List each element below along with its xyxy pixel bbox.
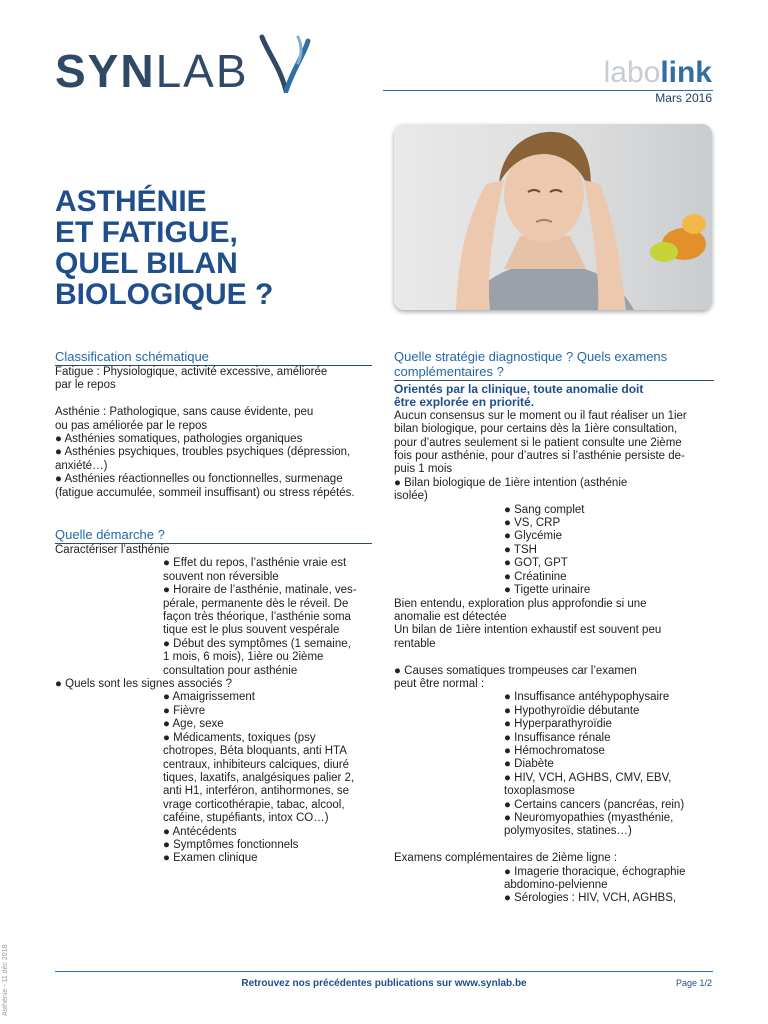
list-item: vrage corticothérapie, tabac, alcool, [163, 798, 345, 811]
list-item: anti H1, interféron, antihormones, se [163, 785, 350, 798]
list-item: tiques, laxatifs, analgésiques palier 2, [163, 771, 355, 784]
text-line: Un bilan de 1ière intention exhaustif est souvent peu [394, 624, 662, 637]
causes-list [394, 691, 714, 838]
list-item: ● Symptômes fonctionnels [163, 838, 299, 851]
synlab-logo [55, 45, 249, 97]
text-line: (fatigue accumulée, sommeil insuffisant) ou stress répétés. [55, 486, 355, 499]
list-item: ● Glycémie [504, 530, 563, 543]
list-item: ● Sang complet [504, 503, 585, 516]
section-heading: Classification schématique [55, 349, 372, 366]
list-item: ● Asthénies réactionnelles ou fonctionnelles, surmenage [55, 473, 343, 486]
list-item: ● Début des symptômes (1 semaine, [163, 637, 351, 650]
list-item: ● Sérologies : HIV, VCH, AGHBS, [504, 892, 677, 905]
list-item: abdomino-pelvienne [504, 879, 608, 891]
list-item: ● Insuffisance rénale [504, 731, 611, 744]
list-item: ● Certains cancers (pancréas, rein) [504, 798, 685, 811]
text-line: Aucun consensus sur le moment ou il faut réaliser un 1ier [394, 409, 687, 422]
list-item: ● GOT, GPT [504, 557, 568, 570]
section-body [55, 544, 372, 866]
title-line: ASTHÉNIE [55, 185, 207, 218]
section-body [394, 383, 714, 906]
synlab-logo-mark-icon [258, 33, 314, 93]
text-line: Examens complémentaires de 2ième ligne : [394, 852, 618, 865]
list-item: ● Bilan biologique de 1ière intention (asthénie [394, 476, 628, 489]
list-item: ● Asthénies psychiques, troubles psychiques (dépression, [55, 446, 351, 459]
side-note: Asthénie - 11 déc 2018 [2, 944, 9, 1016]
list-item: ● Tigette urinaire [504, 584, 591, 597]
sublist [55, 557, 372, 678]
section-demarche [55, 527, 372, 866]
heading-line: complémentaires ? [394, 364, 504, 379]
list-item: ● Hémochromatose [504, 744, 605, 757]
logo-syn-text: SYN [55, 45, 156, 97]
list-item: ● Asthénies somatiques, pathologies organiques [55, 433, 303, 446]
section-heading [394, 349, 714, 381]
second-line-list [394, 866, 714, 906]
list-item: ● Neuromyopathies (myasthénie, [504, 811, 674, 824]
article-title [55, 186, 273, 310]
emphasis-line: Orientés par la clinique, toute anomalie doit [394, 382, 644, 396]
brand-link: link [660, 56, 712, 89]
title-line: ET FATIGUE, [55, 216, 238, 249]
text-line: puis 1 mois [394, 463, 453, 476]
text-line: isolée) [394, 490, 428, 503]
list-item: ● Quels sont les signes associés ? [55, 678, 232, 691]
spacer [394, 651, 714, 664]
list-item: ● Examen clinique [163, 852, 258, 865]
text-line: Fatigue : Physiologique, activité excessive, améliorée [55, 366, 328, 378]
test-list [394, 504, 714, 598]
list-item: ● TSH [504, 543, 537, 556]
list-item: polymyosites, statines…) [504, 825, 632, 838]
list-item: ● Amaigrissement [163, 691, 255, 704]
text-line: anxiété…) [55, 459, 108, 472]
list-item: ● HIV, VCH, AGHBS, CMV, EBV, [504, 771, 672, 784]
section-body [55, 366, 372, 500]
text-line: Caractériser l’asthénie [55, 544, 170, 556]
list-item: caféine, stupéfiants, intox CO…) [163, 812, 329, 825]
footer-rule [55, 971, 713, 972]
text-line: Bien entendu, exploration plus approfondie si une [394, 597, 647, 610]
list-item: ● Antécédents [163, 825, 237, 838]
section-strategie [394, 349, 714, 906]
text-line: peut être normal : [394, 677, 485, 690]
text-line: ou pas améliorée par le repos [55, 419, 208, 432]
text-line: pour d’autres seulement si le patient consulte une 2ième [394, 436, 682, 449]
list-item: chotropes, Béta bloquants, anti HTA [163, 745, 347, 758]
list-item: ● Insuffisance antéhypophysaire [504, 691, 670, 704]
heading-line: Quelle stratégie diagnostique ? Quels examens [394, 349, 668, 364]
list-item: ● Effet du repos, l’asthénie vraie est [163, 557, 347, 570]
text-line: par le repos [55, 379, 116, 392]
text-line: fois pour asthénie, pour d’autres si l’asthénie persiste de- [394, 450, 685, 463]
text-line: bilan biologique, pour certains dès la 1ière consultation, [394, 423, 678, 436]
list-item: ● Hypothyroïdie débutante [504, 704, 640, 717]
text-line: anomalie est détectée [394, 610, 507, 623]
section-classification [55, 349, 372, 500]
list-item: toxoplasmose [504, 785, 575, 798]
list-item: ● VS, CRP [504, 517, 561, 530]
list-item: 1 mois, 6 mois), 1ière ou 2ième [163, 651, 324, 664]
list-item: ● Fièvre [163, 704, 206, 717]
list-item: ● Diabète [504, 758, 554, 771]
spacer [394, 839, 714, 852]
list-item: ● Médicaments, toxiques (psy [163, 731, 316, 744]
photo-illustration [394, 124, 712, 310]
list-item: consultation pour asthénie [163, 664, 298, 677]
list-item: ● Imagerie thoracique, échographie [504, 865, 686, 878]
issue-date: Mars 2016 [655, 91, 712, 105]
title-line: QUEL BILAN [55, 247, 238, 280]
list-item: pérale, permanente dès le réveil. De [163, 597, 349, 610]
footer-link-text[interactable]: Retrouvez nos précédentes publications sur www.synlab.be [241, 978, 527, 989]
fatigue-photo [394, 124, 712, 310]
spacer [55, 393, 372, 406]
section-heading: Quelle démarche ? [55, 527, 372, 544]
list-item: ● Age, sexe [163, 718, 224, 731]
title-line: BIOLOGIQUE ? [55, 278, 274, 311]
logo-lab-text: LAB [155, 45, 249, 97]
list-item: souvent non réversible [163, 570, 279, 583]
text-line: rentable [394, 637, 436, 650]
list-item: centraux, inhibiteurs calciques, diuré [163, 758, 350, 771]
list-item: ● Horaire de l’asthénie, matinale, ves- [163, 584, 357, 597]
list-item: façon très théorique, l’asthénie soma [163, 611, 351, 624]
sublist [55, 691, 372, 865]
labolink-brand [604, 58, 712, 88]
list-item: ● Hyperparathyroïdie [504, 718, 612, 731]
list-item: ● Causes somatiques trompeuses car l’examen [394, 664, 637, 677]
page-number: Page 1/2 [675, 978, 712, 988]
brand-labo: labo [603, 56, 661, 89]
emphasis-line: être explorée en priorité. [394, 395, 535, 410]
list-item: ● Créatinine [504, 570, 567, 583]
list-item: tique est le plus souvent vespérale [163, 624, 340, 637]
text-line: Asthénie : Pathologique, sans cause évidente, peu [55, 406, 314, 419]
